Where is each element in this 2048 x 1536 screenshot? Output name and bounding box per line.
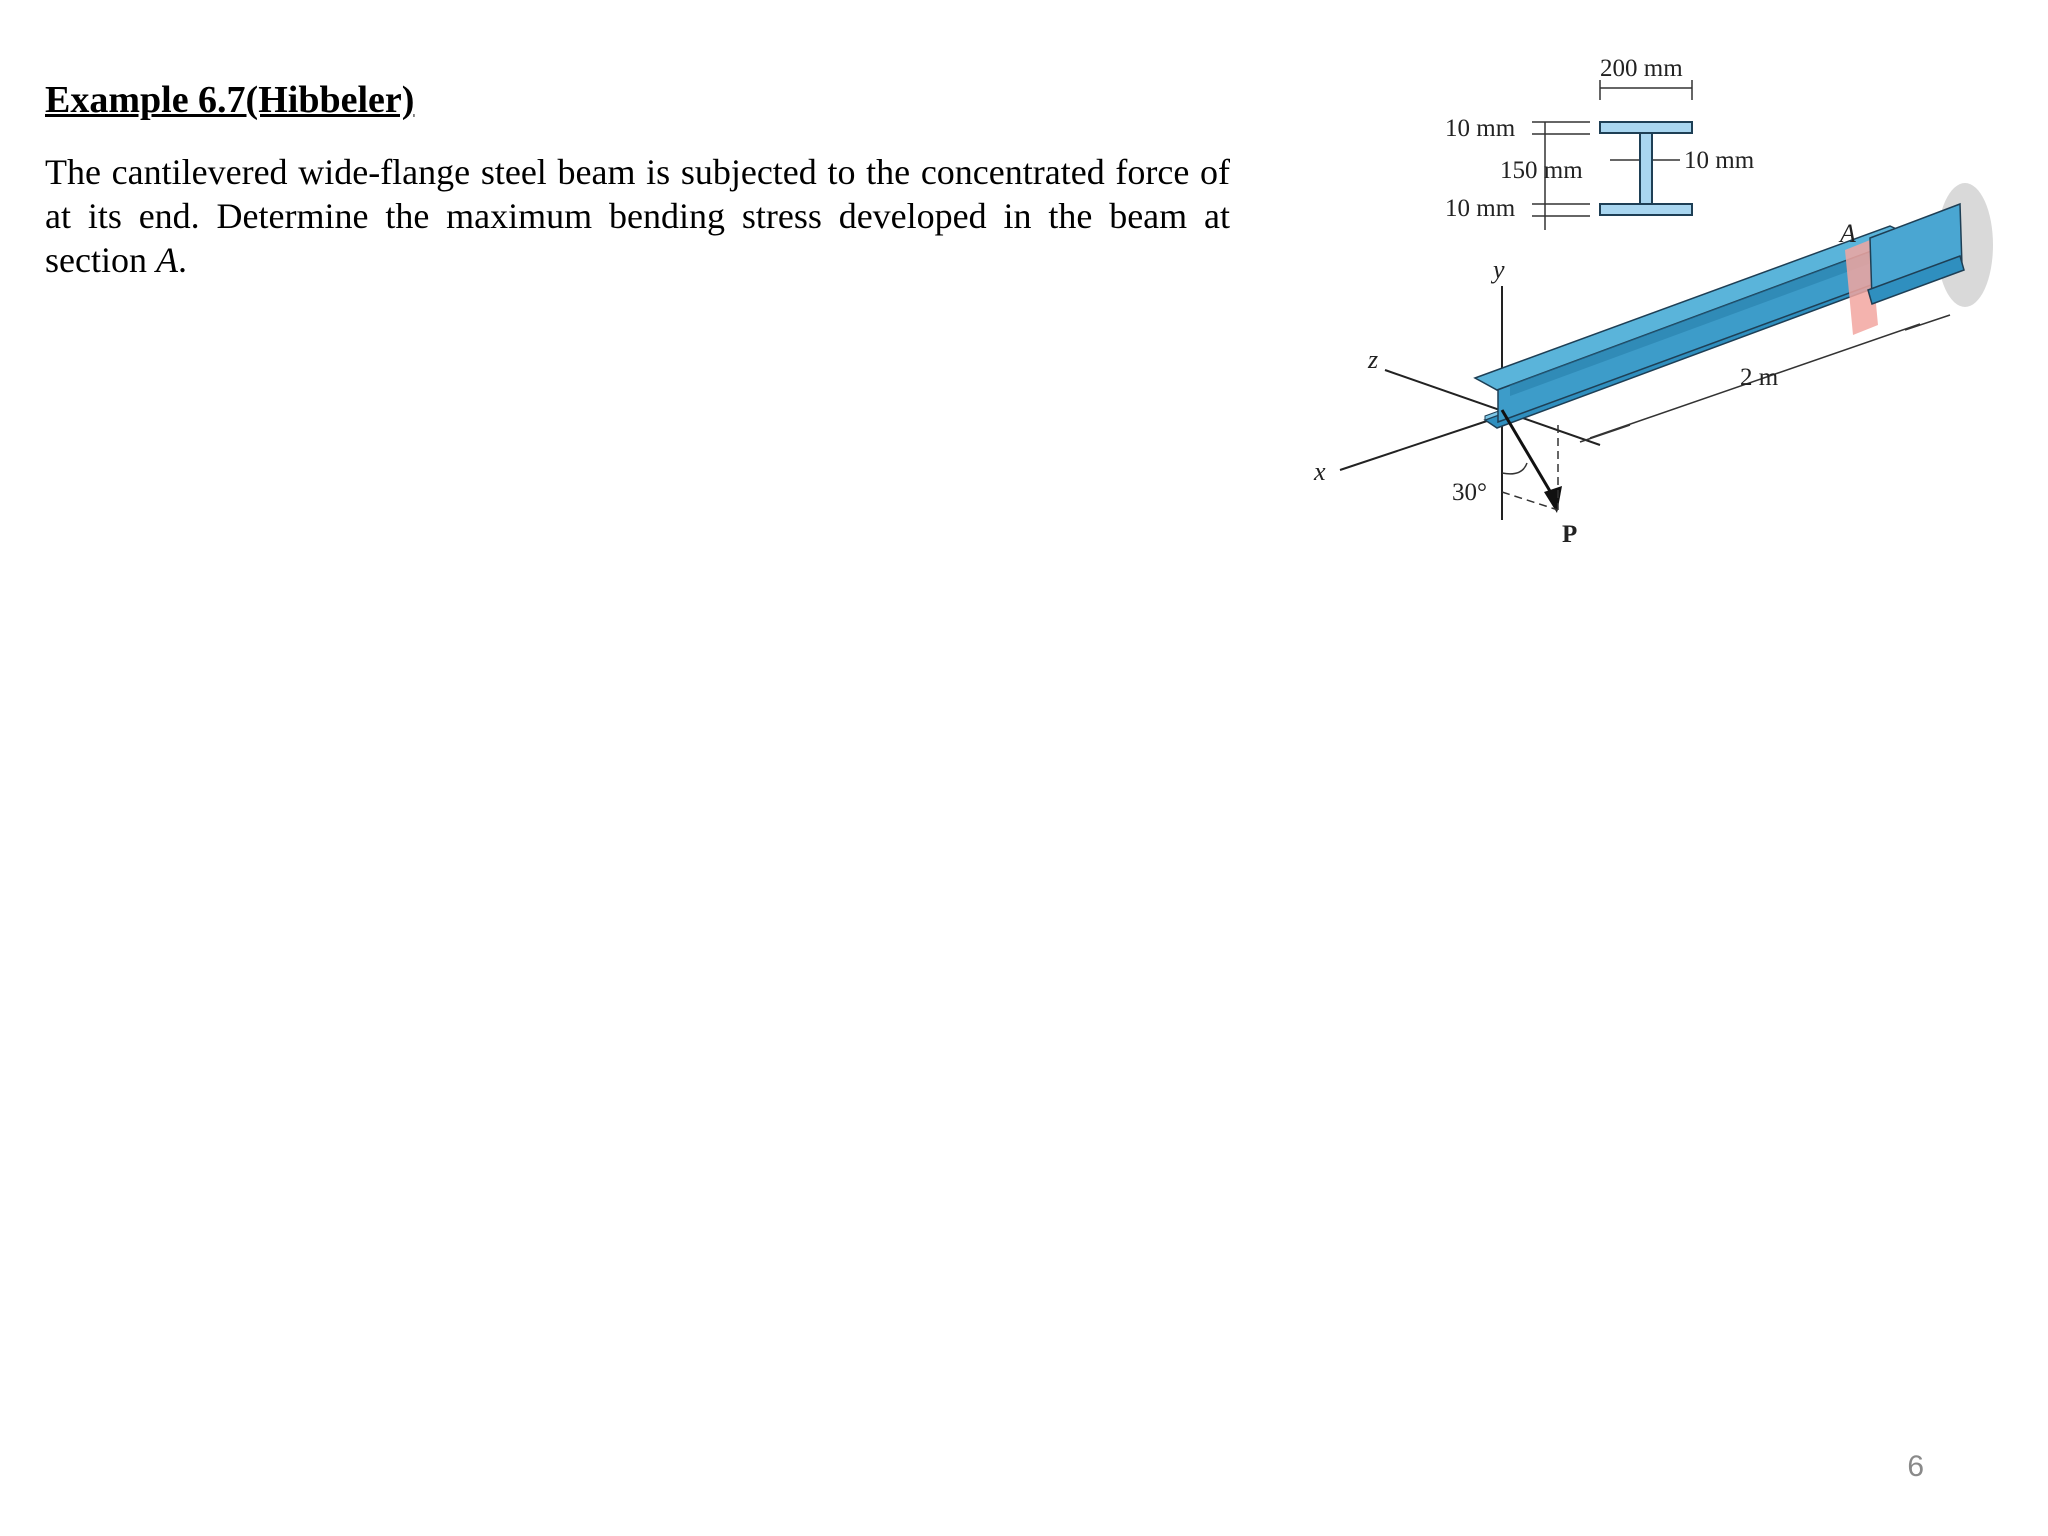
problem-text-end: . <box>177 240 187 280</box>
page-title: Example 6.7(Hibbeler) <box>45 79 415 121</box>
top-flange-thickness-label: 10 mm <box>1445 115 1516 142</box>
x-axis-label: x <box>1314 457 1326 486</box>
web-height-label: 150 mm <box>1500 157 1583 184</box>
bottom-flange-thickness-label: 10 mm <box>1445 195 1516 222</box>
z-axis-label: z <box>1368 345 1379 374</box>
page-number: 6 <box>1907 1450 1924 1483</box>
problem-text: The cantilevered wide-flange steel beam is subjected to the concentrated force of at its end. Determine the maximum bending stress developed in the beam at section <box>45 152 1230 280</box>
web-thickness-label: 10 mm <box>1684 147 1755 174</box>
beam-length-label: 2 m <box>1740 364 1779 391</box>
force-label: P <box>1562 521 1578 548</box>
force-angle-label: 30° <box>1452 479 1487 506</box>
cross-section-shape <box>1600 122 1692 215</box>
section-a-label: A <box>1840 219 1856 248</box>
beam-figure <box>1300 40 2000 560</box>
y-axis-label: y <box>1493 255 1505 284</box>
section-reference: A <box>155 240 178 280</box>
force-p <box>1502 410 1562 513</box>
problem-statement <box>45 150 1230 282</box>
beam-diagram <box>1300 40 2000 560</box>
flange-width-label: 200 mm <box>1600 55 1683 82</box>
